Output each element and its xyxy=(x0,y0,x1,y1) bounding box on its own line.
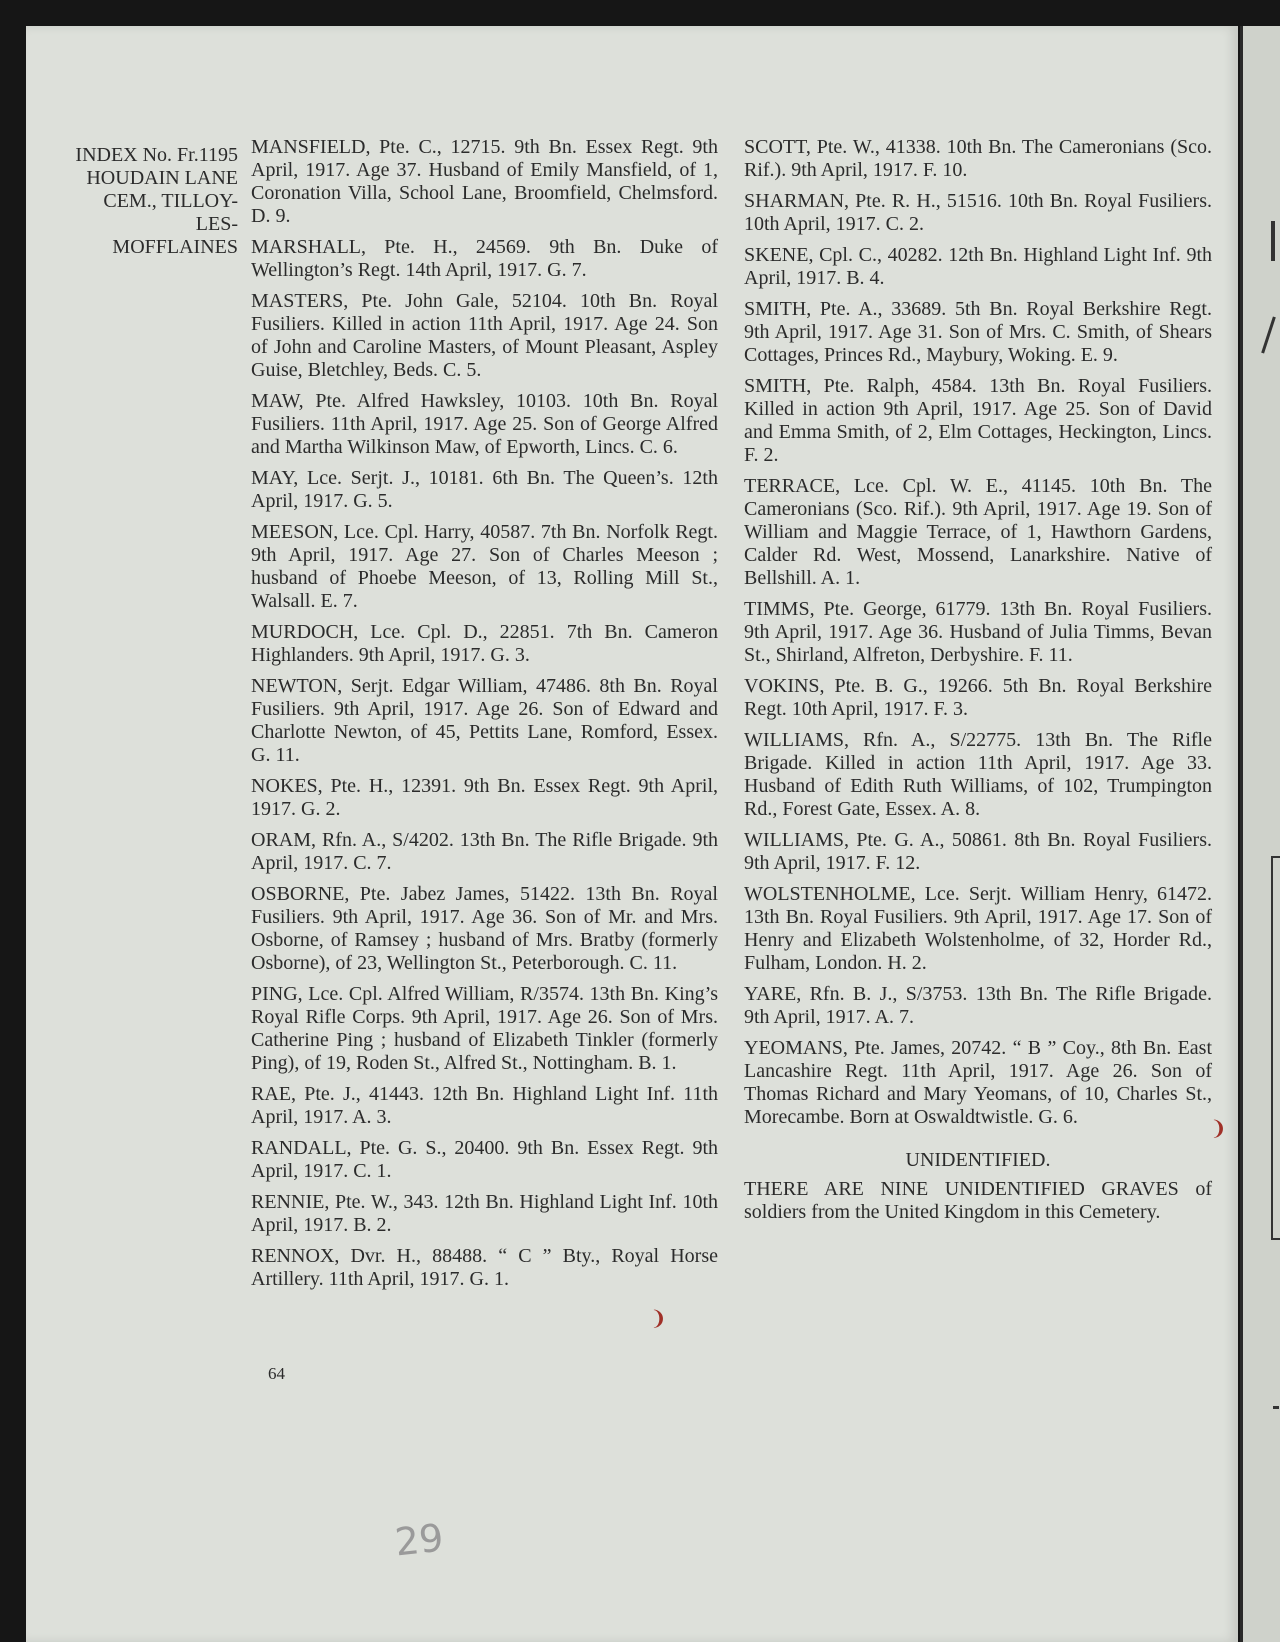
burial-entry: SMITH, Pte. A., 33689. 5th Bn. Royal Berkshire Regt. 9th April, 1917. Age 31. Son of Mrs. C. Smith, of Shears Cottages, Princes Rd., Maybury, Woking. E. 9. xyxy=(744,298,1212,366)
burial-entry: MAY, Lce. Serjt. J., 10181. 6th Bn. The Queen’s. 12th April, 1917. G. 5. xyxy=(251,467,718,512)
burial-entry: SMITH, Pte. Ralph, 4584. 13th Bn. Royal Fusiliers. Killed in action 9th April, 1917. Age 25. Son of David and Emma Smith, of 2, Elm Cottages, Heckington, Lincs. F. 2. xyxy=(744,375,1212,466)
left-column xyxy=(251,136,718,1299)
burial-entry: MARSHALL, Pte. H., 24569. 9th Bn. Duke of Wellington’s Regt. 14th April, 1917. G. 7. xyxy=(251,236,718,281)
burial-entry: WILLIAMS, Pte. G. A., 50861. 8th Bn. Royal Fusiliers. 9th April, 1917. F. 12. xyxy=(744,829,1212,874)
burial-entry: TERRACE, Lce. Cpl. W. E., 41145. 10th Bn. The Cameronians (Sco. Rif.). 9th April, 1917. Age 19. Son of William and Maggie Terrace, of 1, Hawthorn Gardens, Calder Rd. West, Mossend, Lanarkshire. Native of Bellshill. A. 1. xyxy=(744,475,1212,589)
burial-entry: WILLIAMS, Rfn. A., S/22775. 13th Bn. The Rifle Brigade. Killed in action 11th April, 1917. Age 33. Husband of Edith Ruth Williams, of 102, Trumpington Rd., Forest Gate, Essex. A. 8. xyxy=(744,729,1212,820)
cemetery-name-line: MOFFLAINES xyxy=(112,236,238,258)
unidentified-heading: UNIDENTIFIED. xyxy=(905,1149,1051,1171)
burial-entry: PING, Lce. Cpl. Alfred William, R/3574. 13th Bn. King’s Royal Rifle Corps. 9th April, 1917. Age 26. Son of Mrs. Catherine Ping ; husband of Elizabeth Tinkler (formerly Ping), of 19, Roden St., Alfred St., Nottingham. B. 1. xyxy=(251,983,718,1074)
pencil-annotation: 29 xyxy=(392,1515,446,1565)
burial-entry: YEOMANS, Pte. James, 20742. “ B ” Coy., 8th Bn. East Lancashire Regt. 11th April, 1917. Age 26. Son of Thomas Richard and Mary Yeomans, of 10, Charles St., Morecambe. Born at Oswaldtwistle. G. 6. xyxy=(744,1037,1212,1128)
burial-entry: SKENE, Cpl. C., 40282. 12th Bn. Highland Light Inf. 9th April, 1917. B. 4. xyxy=(744,244,1212,289)
index-block xyxy=(44,144,238,259)
burial-entry: ORAM, Rfn. A., S/4202. 13th Bn. The Rifle Brigade. 9th April, 1917. C. 7. xyxy=(251,829,718,874)
right-column xyxy=(744,136,1212,1232)
adjacent-page-mark xyxy=(1273,1406,1279,1409)
burial-entry: VOKINS, Pte. B. G., 19266. 5th Bn. Royal Berkshire Regt. 10th April, 1917. F. 3. xyxy=(744,675,1212,720)
burial-entry: MAW, Pte. Alfred Hawksley, 10103. 10th Bn. Royal Fusiliers. 11th April, 1917. Age 25. Son of George Alfred and Martha Wilkinson Maw, of Epworth, Lincs. C. 6. xyxy=(251,390,718,458)
burial-entry: OSBORNE, Pte. Jabez James, 51422. 13th Bn. Royal Fusiliers. 9th April, 1917. Age 36. Son of Mr. and Mrs. Osborne, of Ramsey ; husband of Mrs. Bratby (formerly Osborne), of 23, Wellington St., Peterborough. C. 11. xyxy=(251,883,718,974)
unidentified-note: THERE ARE NINE UNIDENTIFIED GRAVES of soldiers from the United Kingdom in this Cemetery. xyxy=(744,1178,1212,1223)
burial-entry: MASTERS, Pte. John Gale, 52104. 10th Bn. Royal Fusiliers. Killed in action 11th April, 1917. Age 24. Son of John and Caroline Masters, of Mount Pleasant, Aspley Guise, Bletchley, Beds. C. 5. xyxy=(251,290,718,381)
adjacent-page-edge xyxy=(1240,26,1280,1642)
burial-entry: MURDOCH, Lce. Cpl. D., 22851. 7th Bn. Cameron Highlanders. 9th April, 1917. G. 3. xyxy=(251,621,718,666)
cemetery-name-line: CEM., TILLOY- xyxy=(103,190,238,212)
burial-entry: YARE, Rfn. B. J., S/3753. 13th Bn. The Rifle Brigade. 9th April, 1917. A. 7. xyxy=(744,983,1212,1028)
burial-entry: NEWTON, Serjt. Edgar William, 47486. 8th Bn. Royal Fusiliers. 9th April, 1917. Age 26. Son of Edward and Charlotte Newton, of 45, Pettits Lane, Romford, Essex. G. 11. xyxy=(251,675,718,766)
burial-entry: WOLSTENHOLME, Lce. Serjt. William Henry, 61472. 13th Bn. Royal Fusiliers. 9th April, 1917. Age 17. Son of Henry and Elizabeth Wolstenholme, of 32, Horder Rd., Fulham, London. H. 2. xyxy=(744,883,1212,974)
burial-entry: RANDALL, Pte. G. S., 20400. 9th Bn. Essex Regt. 9th April, 1917. C. 1. xyxy=(251,1137,718,1182)
burial-entry: SCOTT, Pte. W., 41338. 10th Bn. The Cameronians (Sco. Rif.). 9th April, 1917. F. 10. xyxy=(744,136,1212,181)
index-number: INDEX No. Fr.1195 xyxy=(75,144,238,166)
burial-entry: RENNIE, Pte. W., 343. 12th Bn. Highland Light Inf. 10th April, 1917. B. 2. xyxy=(251,1191,718,1236)
cemetery-name-line: HOUDAIN LANE xyxy=(86,167,238,189)
burial-entry: SHARMAN, Pte. R. H., 51516. 10th Bn. Royal Fusiliers. 10th April, 1917. C. 2. xyxy=(744,190,1212,235)
cemetery-name-line: LES- xyxy=(195,213,238,235)
adjacent-page-mark xyxy=(1271,221,1275,261)
burial-entry: TIMMS, Pte. George, 61779. 13th Bn. Royal Fusiliers. 9th April, 1917. Age 36. Husband of Julia Timms, Bevan St., Shirland, Alfreton, Derbyshire. F. 11. xyxy=(744,598,1212,666)
red-tick-mark: ❩ xyxy=(1210,1116,1227,1140)
adjacent-page-mark xyxy=(1261,316,1276,353)
red-tick-mark: ❩ xyxy=(650,1306,667,1330)
burial-entry: RAE, Pte. J., 41443. 12th Bn. Highland Light Inf. 11th April, 1917. A. 3. xyxy=(251,1083,718,1128)
burial-entry: RENNOX, Dvr. H., 88488. “ C ” Bty., Royal Horse Artillery. 11th April, 1917. G. 1. xyxy=(251,1245,718,1290)
burial-entry: NOKES, Pte. H., 12391. 9th Bn. Essex Regt. 9th April, 1917. G. 2. xyxy=(251,775,718,820)
adjacent-page-border xyxy=(1271,856,1280,1240)
page-number: 64 xyxy=(268,1364,285,1383)
burial-entry: MANSFIELD, Pte. C., 12715. 9th Bn. Essex Regt. 9th April, 1917. Age 37. Husband of Emily Mansfield, of 1, Coronation Villa, School Lane, Broomfield, Chelmsford. D. 9. xyxy=(251,136,718,227)
burial-entry: MEESON, Lce. Cpl. Harry, 40587. 7th Bn. Norfolk Regt. 9th April, 1917. Age 27. Son of Charles Meeson ; husband of Phoebe Meeson, of 13, Rolling Mill St., Walsall. E. 7. xyxy=(251,521,718,612)
